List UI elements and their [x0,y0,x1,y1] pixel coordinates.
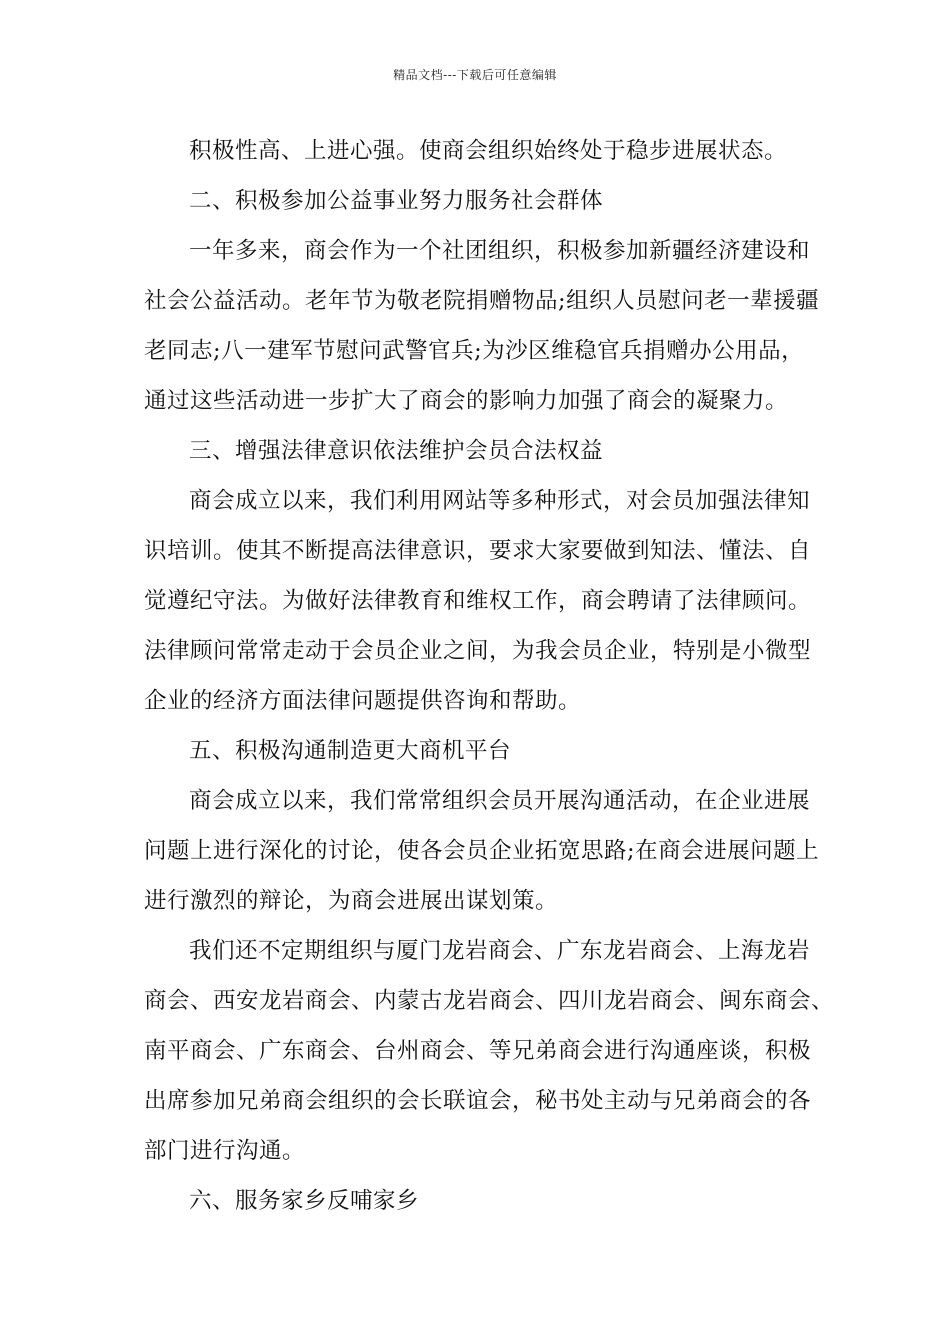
text-line: 社会公益活动。老年节为敬老院捐赠物品;组织人员慰问老一辈援疆 [144,288,820,314]
page-header: 精品文档---下载后可任意编辑 [393,68,557,82]
text-line: 进行激烈的辩论，为商会进展出谋划策。 [144,888,559,914]
text-line: 出席参加兄弟商会组织的会长联谊会，秘书处主动与兄弟商会的各 [144,1088,812,1114]
text-line: 商会、西安龙岩商会、内蒙古龙岩商会、四川龙岩商会、闽东商会、 [144,988,835,1014]
text-line: 我们还不定期组织与厦门龙岩商会、广东龙岩商会、上海龙岩 [189,938,811,964]
text-line: 南平商会、广东商会、台州商会、等兄弟商会进行沟通座谈，积极 [144,1038,812,1064]
text-line: 商会成立以来，我们利用网站等多种形式，对会员加强法律知 [189,488,811,514]
text-line: 企业的经济方面法律问题提供咨询和帮助。 [144,688,582,714]
body-text [144,126,835,1226]
text-line: 六、服务家乡反哺家乡 [189,1188,420,1214]
text-line: 老同志;八一建军节慰问武警官兵;为沙区维稳官兵捐赠办公用品， [144,338,805,364]
text-line: 三、增强法律意识依法维护会员合法权益 [189,438,604,464]
text-line: 识培训。使其不断提高法律意识，要求大家要做到知法、懂法、自 [144,538,812,564]
text-line: 商会成立以来，我们常常组织会员开展沟通活动，在企业进展 [189,788,811,814]
text-line: 觉遵纪守法。为做好法律教育和维权工作，商会聘请了法律顾问。 [144,588,812,614]
text-line: 积极性高、上进心强。使商会组织始终处于稳步进展状态。 [189,138,788,164]
text-line: 五、积极沟通制造更大商机平台 [189,738,512,764]
text-line: 部门进行沟通。 [144,1138,306,1164]
text-line: 通过这些活动进一步扩大了商会的影响力加强了商会的凝聚力。 [144,388,789,414]
text-line: 问题上进行深化的讨论，使各会员企业拓宽思路;在商会进展问题上 [144,838,820,864]
text-line: 一年多来，商会作为一个社团组织，积极参加新疆经济建设和 [189,238,811,264]
text-line: 二、积极参加公益事业努力服务社会群体 [189,188,604,214]
text-line: 法律顾问常常走动于会员企业之间，为我会员企业，特别是小微型 [144,638,812,664]
